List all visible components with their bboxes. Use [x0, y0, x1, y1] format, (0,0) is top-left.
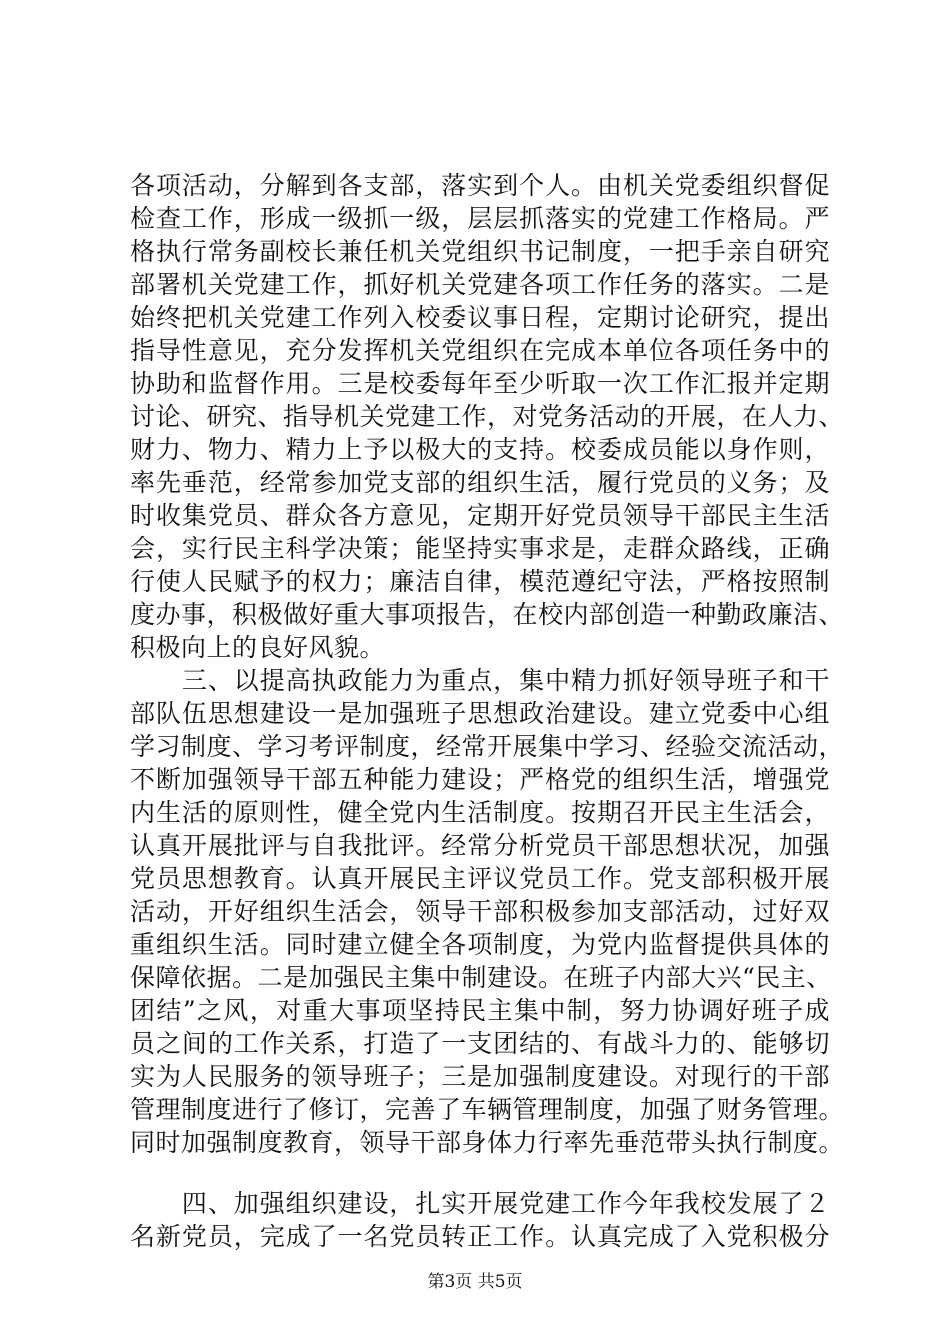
text-line: 各项活动，分解到各支部，落实到个人。由机关党委组织督促	[130, 171, 830, 200]
text-line: 部署机关党建工作，抓好机关党建各项工作任务的落实。二是	[130, 270, 830, 299]
text-line: 保障依据。二是加强民主集中制建设。在班子内部大兴“民主、	[130, 963, 832, 992]
text-line: 四、加强组织建设，扎实开展党建工作今年我校发展了２	[130, 1189, 830, 1218]
text-line: 度办事，积极做好重大事项报告，在校内部创造一种勤政廉洁、	[130, 600, 845, 629]
text-line: 财力、物力、精力上予以极大的支持。校委成员能以身作则，	[130, 435, 830, 464]
text-line: 时收集党员、群众各方意见，定期开好党员领导干部民主生活	[130, 501, 830, 530]
text-line: 党员思想教育。认真开展民主评议党员工作。党支部积极开展	[130, 864, 830, 893]
text-line: 积极向上的良好风貌。	[130, 633, 386, 662]
text-line: 认真开展批评与自我批评。经常分析党员干部思想状况，加强	[130, 831, 830, 860]
text-line: 学习制度、学习考评制度，经常开展集中学习、经验交流活动，	[130, 732, 845, 761]
text-line: 名新党员，完成了一名党员转正工作。认真完成了入党积极分	[130, 1222, 830, 1251]
text-line: 检查工作，形成一级抓一级，层层抓落实的党建工作格局。严	[130, 204, 830, 233]
page-number-footer: 第3页 共5页	[427, 1272, 523, 1292]
text-line: 内生活的原则性，健全党内生活制度。按期召开民主生活会，	[130, 798, 830, 827]
text-line: 行使人民赋予的权力；廉洁自律，模范遵纪守法，严格按照制	[130, 567, 830, 596]
text-line: 格执行常务副校长兼任机关党组织书记制度，一把手亲自研究	[130, 237, 830, 266]
text-line: 讨论、研究、指导机关党建工作，对党务活动的开展，在人力、	[130, 402, 845, 431]
text-line: 管理制度进行了修订，完善了车辆管理制度，加强了财务管理。	[130, 1095, 845, 1124]
text-line: 会，实行民主科学决策；能坚持实事求是，走群众路线，正确	[130, 534, 830, 563]
text-line: 员之间的工作关系，打造了一支团结的、有战斗力的、能够切	[130, 1029, 830, 1058]
text-line: 协助和监督作用。三是校委每年至少听取一次工作汇报并定期	[130, 369, 830, 398]
text-line: 不断加强领导干部五种能力建设；严格党的组织生活，增强党	[130, 765, 830, 794]
text-line: 率先垂范，经常参加党支部的组织生活，履行党员的义务；及	[130, 468, 830, 497]
text-line: 三、以提高执政能力为重点，集中精力抓好领导班子和干	[130, 666, 830, 695]
text-line: 同时加强制度教育，领导干部身体力行率先垂范带头执行制度。	[130, 1128, 845, 1157]
text-line: 重组织生活。同时建立健全各项制度，为党内监督提供具体的	[130, 930, 830, 959]
text-line: 始终把机关党建工作列入校委议事日程，定期讨论研究，提出	[130, 303, 830, 332]
text-line: 部队伍思想建设一是加强班子思想政治建设。建立党委中心组	[130, 699, 830, 728]
text-line: 活动，开好组织生活会，领导干部积极参加支部活动，过好双	[130, 897, 830, 926]
text-line: 团结”之风，对重大事项坚持民主集中制，努力协调好班子成	[130, 996, 830, 1025]
text-line: 指导性意见，充分发挥机关党组织在完成本单位各项任务中的	[130, 336, 830, 365]
text-line: 实为人民服务的领导班子；三是加强制度建设。对现行的干部	[130, 1062, 830, 1091]
